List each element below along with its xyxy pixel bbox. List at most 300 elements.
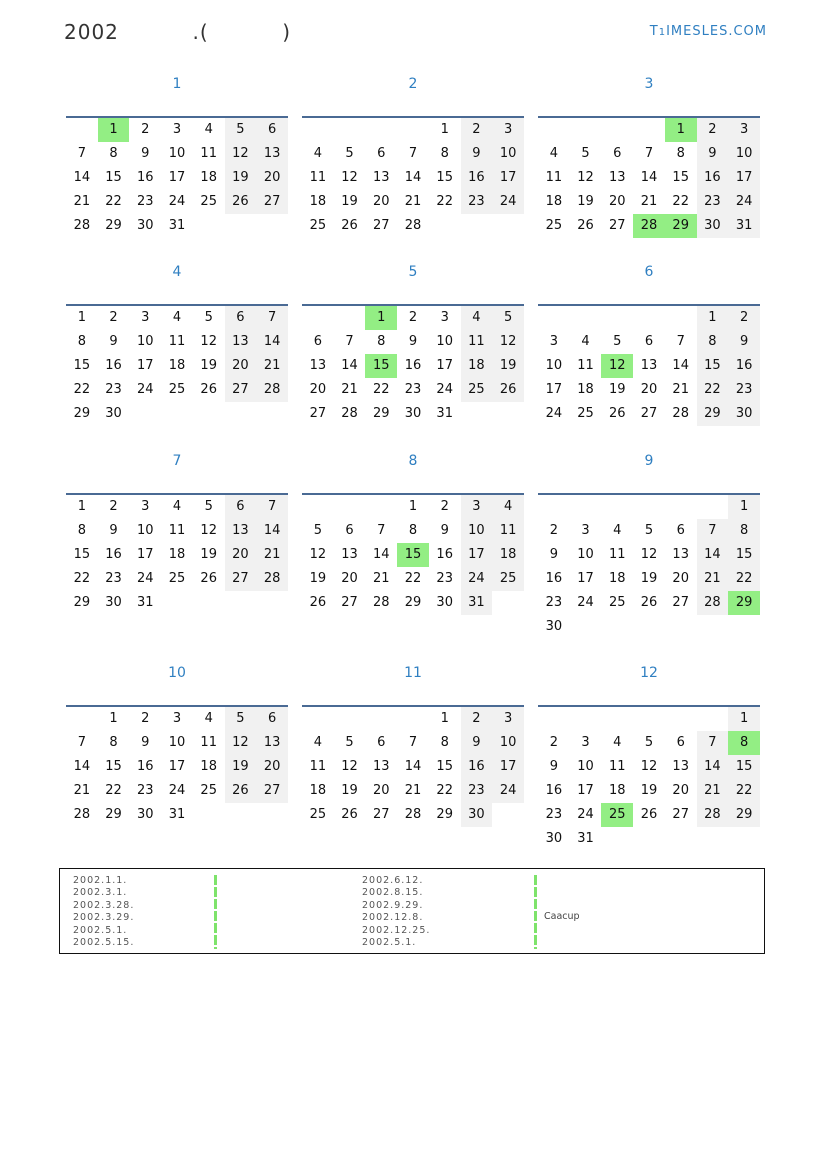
day-cell[interactable]: 8 [697, 330, 729, 354]
day-cell[interactable]: 1 [440, 122, 449, 137]
day-cell[interactable]: 28 [404, 218, 422, 233]
day-cell[interactable]: 14 [640, 170, 658, 185]
day-cell[interactable]: 23 [436, 571, 453, 586]
day-cell[interactable]: 12 [200, 523, 217, 538]
day-cell[interactable]: 3 [172, 711, 182, 726]
day-cell[interactable]: 5 [204, 499, 213, 514]
day-cell[interactable]: 13 [373, 759, 390, 774]
day-cell[interactable]: 9 [141, 146, 150, 161]
day-cell[interactable]: 17 [728, 166, 760, 190]
day-cell[interactable]: 3 [581, 735, 590, 750]
day-cell[interactable]: 10 [168, 735, 186, 750]
day-cell[interactable]: 31 [168, 807, 186, 822]
day-cell[interactable]: 14 [373, 547, 390, 562]
day-cell[interactable]: 22 [436, 783, 453, 798]
day-cell[interactable]: 18 [309, 194, 327, 209]
day-cell[interactable]: 21 [256, 354, 288, 378]
day-cell[interactable]: 8 [109, 146, 118, 161]
day-cell[interactable]: 1 [728, 495, 760, 519]
day-cell[interactable]: 10 [137, 334, 154, 349]
day-cell[interactable]: 20 [256, 755, 288, 779]
day-cell[interactable]: 7 [408, 146, 418, 161]
day-cell[interactable]: 16 [461, 166, 493, 190]
day-cell[interactable]: 24 [492, 190, 524, 214]
day-cell[interactable]: 13 [309, 358, 327, 373]
day-cell[interactable]: 11 [545, 170, 563, 185]
day-cell[interactable]: 24 [137, 382, 154, 397]
day-cell[interactable]: 7 [697, 731, 729, 755]
day-cell[interactable]: 24 [168, 194, 186, 209]
day-cell[interactable]: 2 [109, 310, 118, 325]
day-cell[interactable]: 14 [672, 358, 689, 373]
day-cell[interactable]: 18 [168, 547, 186, 562]
day-cell[interactable]: 5 [613, 334, 622, 349]
day-cell[interactable]: 14 [341, 358, 358, 373]
day-cell[interactable]: 25 [168, 571, 186, 586]
day-cell[interactable]: 3 [440, 310, 449, 325]
day-cell[interactable]: 1 [109, 711, 118, 726]
day-cell[interactable]: 12 [341, 759, 358, 774]
day-cell[interactable]: 21 [697, 567, 729, 591]
day-cell[interactable]: 25 [609, 595, 626, 610]
day-cell[interactable]: 9 [549, 547, 558, 562]
day-cell[interactable]: 4 [549, 146, 558, 161]
day-cell[interactable]: 14 [404, 170, 422, 185]
day-cell[interactable]: 22 [73, 571, 91, 586]
day-cell[interactable]: 21 [73, 194, 91, 209]
day-cell[interactable]: 25 [545, 218, 563, 233]
day-cell[interactable]: 30 [461, 803, 493, 827]
day-cell[interactable]: 7 [676, 334, 685, 349]
day-cell[interactable]: 7 [77, 735, 86, 750]
day-cell[interactable]: 19 [492, 354, 524, 378]
day-cell[interactable]: 29 [404, 595, 422, 610]
day-cell[interactable]: 11 [492, 519, 524, 543]
day-cell[interactable]: 4 [581, 334, 590, 349]
day-cell[interactable]: 2 [461, 118, 493, 142]
day-cell[interactable]: 22 [105, 194, 122, 209]
day-cell[interactable]: 11 [200, 146, 217, 161]
day-cell[interactable]: 6 [377, 146, 386, 161]
day-cell[interactable]: 4 [613, 523, 622, 538]
day-cell[interactable]: 2 [461, 707, 493, 731]
day-cell[interactable]: 15 [728, 755, 760, 779]
day-cell[interactable]: 1 [408, 499, 418, 514]
day-cell[interactable]: 28 [73, 218, 91, 233]
day-cell[interactable]: 28 [404, 807, 422, 822]
day-cell[interactable]: 14 [256, 330, 288, 354]
day-cell[interactable]: 9 [549, 759, 558, 774]
day-cell[interactable]: 12 [640, 759, 658, 774]
day-cell[interactable]: 20 [640, 382, 658, 397]
day-cell[interactable]: 23 [545, 595, 563, 610]
day-cell[interactable]: 15 [105, 759, 122, 774]
day-cell[interactable]: 23 [545, 807, 563, 822]
day-cell[interactable]: 26 [577, 218, 594, 233]
day-cell[interactable]: 30 [404, 406, 422, 421]
day-cell[interactable]: 13 [640, 358, 658, 373]
day-cell[interactable]: 2 [549, 735, 558, 750]
day-cell[interactable]: 2 [408, 310, 418, 325]
day-cell[interactable]: 25 [168, 382, 186, 397]
day-cell[interactable]: 1 [440, 711, 449, 726]
day-cell[interactable]: 3 [141, 499, 150, 514]
day-cell[interactable]: 30 [697, 214, 729, 238]
day-cell[interactable]: 16 [545, 783, 563, 798]
day-cell[interactable]: 22 [728, 567, 760, 591]
day-cell[interactable]: 27 [373, 807, 390, 822]
day-cell[interactable]: 27 [256, 190, 288, 214]
day-cell[interactable]: 31 [436, 406, 453, 421]
day-cell[interactable]: 29 [728, 591, 760, 615]
day-cell[interactable]: 27 [640, 406, 658, 421]
day-cell[interactable]: 7 [345, 334, 354, 349]
day-cell[interactable]: 8 [728, 731, 760, 755]
day-cell[interactable]: 27 [672, 807, 689, 822]
day-cell[interactable]: 8 [77, 523, 86, 538]
day-cell[interactable]: 29 [728, 803, 760, 827]
day-cell[interactable]: 14 [73, 759, 91, 774]
day-cell[interactable]: 23 [137, 194, 154, 209]
day-cell[interactable]: 6 [225, 306, 257, 330]
day-cell[interactable]: 20 [373, 194, 390, 209]
day-cell[interactable]: 5 [345, 146, 354, 161]
day-cell[interactable]: 16 [697, 166, 729, 190]
day-cell[interactable]: 23 [461, 190, 493, 214]
day-cell[interactable]: 28 [697, 591, 729, 615]
day-cell[interactable]: 15 [436, 170, 453, 185]
day-cell[interactable]: 26 [341, 807, 358, 822]
day-cell[interactable]: 1 [77, 499, 86, 514]
day-cell[interactable]: 22 [73, 382, 91, 397]
day-cell[interactable]: 5 [225, 707, 257, 731]
day-cell[interactable]: 10 [577, 547, 594, 562]
day-cell[interactable]: 18 [200, 759, 217, 774]
day-cell[interactable]: 10 [137, 523, 154, 538]
day-cell[interactable]: 7 [256, 495, 288, 519]
day-cell[interactable]: 16 [137, 170, 154, 185]
day-cell[interactable]: 30 [137, 218, 154, 233]
day-cell[interactable]: 17 [577, 571, 594, 586]
day-cell[interactable]: 17 [436, 358, 453, 373]
day-cell[interactable]: 4 [172, 310, 182, 325]
day-cell[interactable]: 19 [225, 755, 257, 779]
day-cell[interactable]: 8 [408, 523, 418, 538]
day-cell[interactable]: 30 [105, 406, 122, 421]
day-cell[interactable]: 26 [640, 807, 658, 822]
day-cell[interactable]: 21 [373, 571, 390, 586]
day-cell[interactable]: 21 [404, 783, 422, 798]
day-cell[interactable]: 30 [137, 807, 154, 822]
day-cell[interactable]: 6 [345, 523, 354, 538]
day-cell[interactable]: 30 [105, 595, 122, 610]
day-cell[interactable]: 1 [697, 306, 729, 330]
day-cell[interactable]: 17 [577, 783, 594, 798]
day-cell[interactable]: 20 [256, 166, 288, 190]
day-cell[interactable]: 21 [256, 543, 288, 567]
day-cell[interactable]: 24 [168, 783, 186, 798]
day-cell[interactable]: 11 [309, 170, 327, 185]
day-cell[interactable]: 24 [461, 567, 493, 591]
day-cell[interactable]: 18 [200, 170, 217, 185]
day-cell[interactable]: 29 [373, 406, 390, 421]
day-cell[interactable]: 19 [309, 571, 327, 586]
day-cell[interactable]: 5 [204, 310, 213, 325]
day-cell[interactable]: 21 [341, 382, 358, 397]
day-cell[interactable]: 14 [697, 543, 729, 567]
day-cell[interactable]: 19 [609, 382, 626, 397]
day-cell[interactable]: 4 [204, 711, 213, 726]
day-cell[interactable]: 6 [313, 334, 322, 349]
day-cell[interactable]: 16 [105, 547, 122, 562]
day-cell[interactable]: 25 [461, 378, 493, 402]
day-cell[interactable]: 11 [609, 547, 626, 562]
day-cell[interactable]: 3 [172, 122, 182, 137]
day-cell[interactable]: 13 [341, 547, 358, 562]
day-cell[interactable]: 8 [728, 519, 760, 543]
day-cell[interactable]: 16 [545, 571, 563, 586]
day-cell[interactable]: 2 [141, 711, 150, 726]
day-cell[interactable]: 2 [109, 499, 118, 514]
day-cell[interactable]: 30 [545, 831, 563, 846]
day-cell[interactable]: 26 [492, 378, 524, 402]
day-cell[interactable]: 17 [492, 166, 524, 190]
day-cell[interactable]: 16 [461, 755, 493, 779]
day-cell[interactable]: 23 [137, 783, 154, 798]
day-cell[interactable]: 13 [256, 731, 288, 755]
day-cell[interactable]: 20 [341, 571, 358, 586]
day-cell[interactable]: 30 [545, 619, 563, 634]
day-cell[interactable]: 25 [309, 218, 327, 233]
day-cell[interactable]: 13 [225, 519, 257, 543]
day-cell[interactable]: 6 [676, 523, 685, 538]
day-cell[interactable]: 13 [609, 170, 626, 185]
day-cell[interactable]: 4 [313, 735, 322, 750]
day-cell[interactable]: 27 [373, 218, 390, 233]
day-cell[interactable]: 27 [341, 595, 358, 610]
day-cell[interactable]: 13 [672, 759, 689, 774]
day-cell[interactable]: 25 [200, 194, 217, 209]
day-cell[interactable]: 3 [549, 334, 558, 349]
day-cell[interactable]: 8 [676, 146, 685, 161]
day-cell[interactable]: 28 [633, 214, 665, 238]
day-cell[interactable]: 18 [577, 382, 594, 397]
day-cell[interactable]: 21 [404, 194, 422, 209]
day-cell[interactable]: 6 [256, 707, 288, 731]
day-cell[interactable]: 1 [365, 306, 397, 330]
day-cell[interactable]: 28 [672, 406, 689, 421]
day-cell[interactable]: 20 [225, 354, 257, 378]
day-cell[interactable]: 29 [436, 807, 453, 822]
day-cell[interactable]: 29 [105, 807, 122, 822]
day-cell[interactable]: 17 [137, 547, 154, 562]
day-cell[interactable]: 5 [644, 523, 654, 538]
day-cell[interactable]: 6 [644, 334, 654, 349]
day-cell[interactable]: 13 [373, 170, 390, 185]
day-cell[interactable]: 2 [141, 122, 150, 137]
day-cell[interactable]: 14 [73, 170, 91, 185]
day-cell[interactable]: 9 [697, 142, 729, 166]
day-cell[interactable]: 29 [73, 595, 91, 610]
day-cell[interactable]: 20 [672, 571, 689, 586]
day-cell[interactable]: 5 [492, 306, 524, 330]
day-cell[interactable]: 24 [492, 779, 524, 803]
day-cell[interactable]: 22 [373, 382, 390, 397]
day-cell[interactable]: 12 [601, 354, 633, 378]
day-cell[interactable]: 27 [225, 567, 257, 591]
day-cell[interactable]: 30 [436, 595, 453, 610]
day-cell[interactable]: 7 [644, 146, 654, 161]
day-cell[interactable]: 20 [373, 783, 390, 798]
day-cell[interactable]: 18 [545, 194, 563, 209]
day-cell[interactable]: 15 [397, 543, 429, 567]
day-cell[interactable]: 10 [492, 731, 524, 755]
day-cell[interactable]: 18 [609, 571, 626, 586]
day-cell[interactable]: 11 [609, 759, 626, 774]
day-cell[interactable]: 9 [461, 142, 493, 166]
day-cell[interactable]: 28 [73, 807, 91, 822]
day-cell[interactable]: 5 [644, 735, 654, 750]
day-cell[interactable]: 5 [581, 146, 590, 161]
day-cell[interactable]: 1 [728, 707, 760, 731]
day-cell[interactable]: 12 [492, 330, 524, 354]
day-cell[interactable]: 20 [309, 382, 327, 397]
day-cell[interactable]: 22 [436, 194, 453, 209]
day-cell[interactable]: 23 [105, 571, 122, 586]
day-cell[interactable]: 11 [461, 330, 493, 354]
day-cell[interactable]: 13 [672, 547, 689, 562]
day-cell[interactable]: 13 [256, 142, 288, 166]
day-cell[interactable]: 20 [609, 194, 626, 209]
day-cell[interactable]: 25 [577, 406, 594, 421]
day-cell[interactable]: 15 [73, 547, 91, 562]
day-cell[interactable]: 9 [408, 334, 418, 349]
day-cell[interactable]: 16 [728, 354, 760, 378]
day-cell[interactable]: 26 [609, 406, 626, 421]
day-cell[interactable]: 10 [461, 519, 493, 543]
day-cell[interactable]: 19 [341, 194, 358, 209]
day-cell[interactable]: 31 [728, 214, 760, 238]
day-cell[interactable]: 8 [377, 334, 386, 349]
day-cell[interactable]: 26 [200, 382, 217, 397]
day-cell[interactable]: 12 [200, 334, 217, 349]
day-cell[interactable]: 21 [640, 194, 658, 209]
day-cell[interactable]: 12 [341, 170, 358, 185]
day-cell[interactable]: 10 [168, 146, 186, 161]
day-cell[interactable]: 12 [577, 170, 594, 185]
day-cell[interactable]: 3 [141, 310, 150, 325]
day-cell[interactable]: 19 [200, 358, 217, 373]
day-cell[interactable]: 26 [225, 779, 257, 803]
day-cell[interactable]: 17 [168, 170, 186, 185]
day-cell[interactable]: 5 [225, 118, 257, 142]
day-cell[interactable]: 10 [728, 142, 760, 166]
day-cell[interactable]: 17 [461, 543, 493, 567]
day-cell[interactable]: 7 [408, 735, 418, 750]
day-cell[interactable]: 19 [640, 783, 658, 798]
day-cell[interactable]: 1 [77, 310, 86, 325]
day-cell[interactable]: 18 [609, 783, 626, 798]
day-cell[interactable]: 3 [461, 495, 493, 519]
day-cell[interactable]: 16 [436, 547, 453, 562]
day-cell[interactable]: 9 [109, 523, 118, 538]
day-cell[interactable]: 10 [492, 142, 524, 166]
day-cell[interactable]: 17 [168, 759, 186, 774]
day-cell[interactable]: 25 [309, 807, 327, 822]
day-cell[interactable]: 11 [309, 759, 327, 774]
day-cell[interactable]: 29 [105, 218, 122, 233]
day-cell[interactable]: 13 [225, 330, 257, 354]
day-cell[interactable]: 16 [404, 358, 422, 373]
day-cell[interactable]: 2 [728, 306, 760, 330]
day-cell[interactable]: 18 [309, 783, 327, 798]
day-cell[interactable]: 24 [137, 571, 154, 586]
day-cell[interactable]: 27 [672, 595, 689, 610]
day-cell[interactable]: 24 [545, 406, 563, 421]
day-cell[interactable]: 1 [665, 118, 697, 142]
day-cell[interactable]: 11 [577, 358, 594, 373]
day-cell[interactable]: 6 [613, 146, 622, 161]
day-cell[interactable]: 12 [225, 142, 257, 166]
day-cell[interactable]: 19 [225, 166, 257, 190]
day-cell[interactable]: 31 [577, 831, 594, 846]
day-cell[interactable]: 7 [377, 523, 386, 538]
day-cell[interactable]: 17 [137, 358, 154, 373]
day-cell[interactable]: 3 [492, 118, 524, 142]
day-cell[interactable]: 19 [341, 783, 358, 798]
day-cell[interactable]: 12 [225, 731, 257, 755]
day-cell[interactable]: 4 [204, 122, 213, 137]
day-cell[interactable]: 9 [440, 523, 449, 538]
day-cell[interactable]: 23 [105, 382, 122, 397]
day-cell[interactable]: 24 [577, 595, 594, 610]
day-cell[interactable]: 27 [256, 779, 288, 803]
day-cell[interactable]: 26 [309, 595, 327, 610]
day-cell[interactable]: 14 [697, 755, 729, 779]
day-cell[interactable]: 3 [728, 118, 760, 142]
day-cell[interactable]: 11 [168, 334, 186, 349]
day-cell[interactable]: 9 [461, 731, 493, 755]
day-cell[interactable]: 20 [672, 783, 689, 798]
day-cell[interactable]: 8 [77, 334, 86, 349]
day-cell[interactable]: 12 [309, 547, 327, 562]
day-cell[interactable]: 22 [697, 378, 729, 402]
day-cell[interactable]: 19 [640, 571, 658, 586]
day-cell[interactable]: 22 [672, 194, 689, 209]
day-cell[interactable]: 19 [200, 547, 217, 562]
day-cell[interactable]: 18 [461, 354, 493, 378]
day-cell[interactable]: 15 [697, 354, 729, 378]
day-cell[interactable]: 31 [137, 595, 154, 610]
day-cell[interactable]: 24 [728, 190, 760, 214]
day-cell[interactable]: 9 [109, 334, 118, 349]
day-cell[interactable]: 9 [141, 735, 150, 750]
day-cell[interactable]: 28 [256, 378, 288, 402]
day-cell[interactable]: 8 [440, 146, 449, 161]
day-cell[interactable]: 11 [200, 735, 217, 750]
day-cell[interactable]: 23 [697, 190, 729, 214]
day-cell[interactable]: 23 [461, 779, 493, 803]
day-cell[interactable]: 15 [672, 170, 689, 185]
day-cell[interactable]: 7 [697, 519, 729, 543]
day-cell[interactable]: 2 [549, 523, 558, 538]
day-cell[interactable]: 14 [256, 519, 288, 543]
day-cell[interactable]: 2 [440, 499, 449, 514]
day-cell[interactable]: 31 [461, 591, 493, 615]
day-cell[interactable]: 28 [697, 803, 729, 827]
day-cell[interactable]: 24 [436, 382, 453, 397]
day-cell[interactable]: 16 [105, 358, 122, 373]
